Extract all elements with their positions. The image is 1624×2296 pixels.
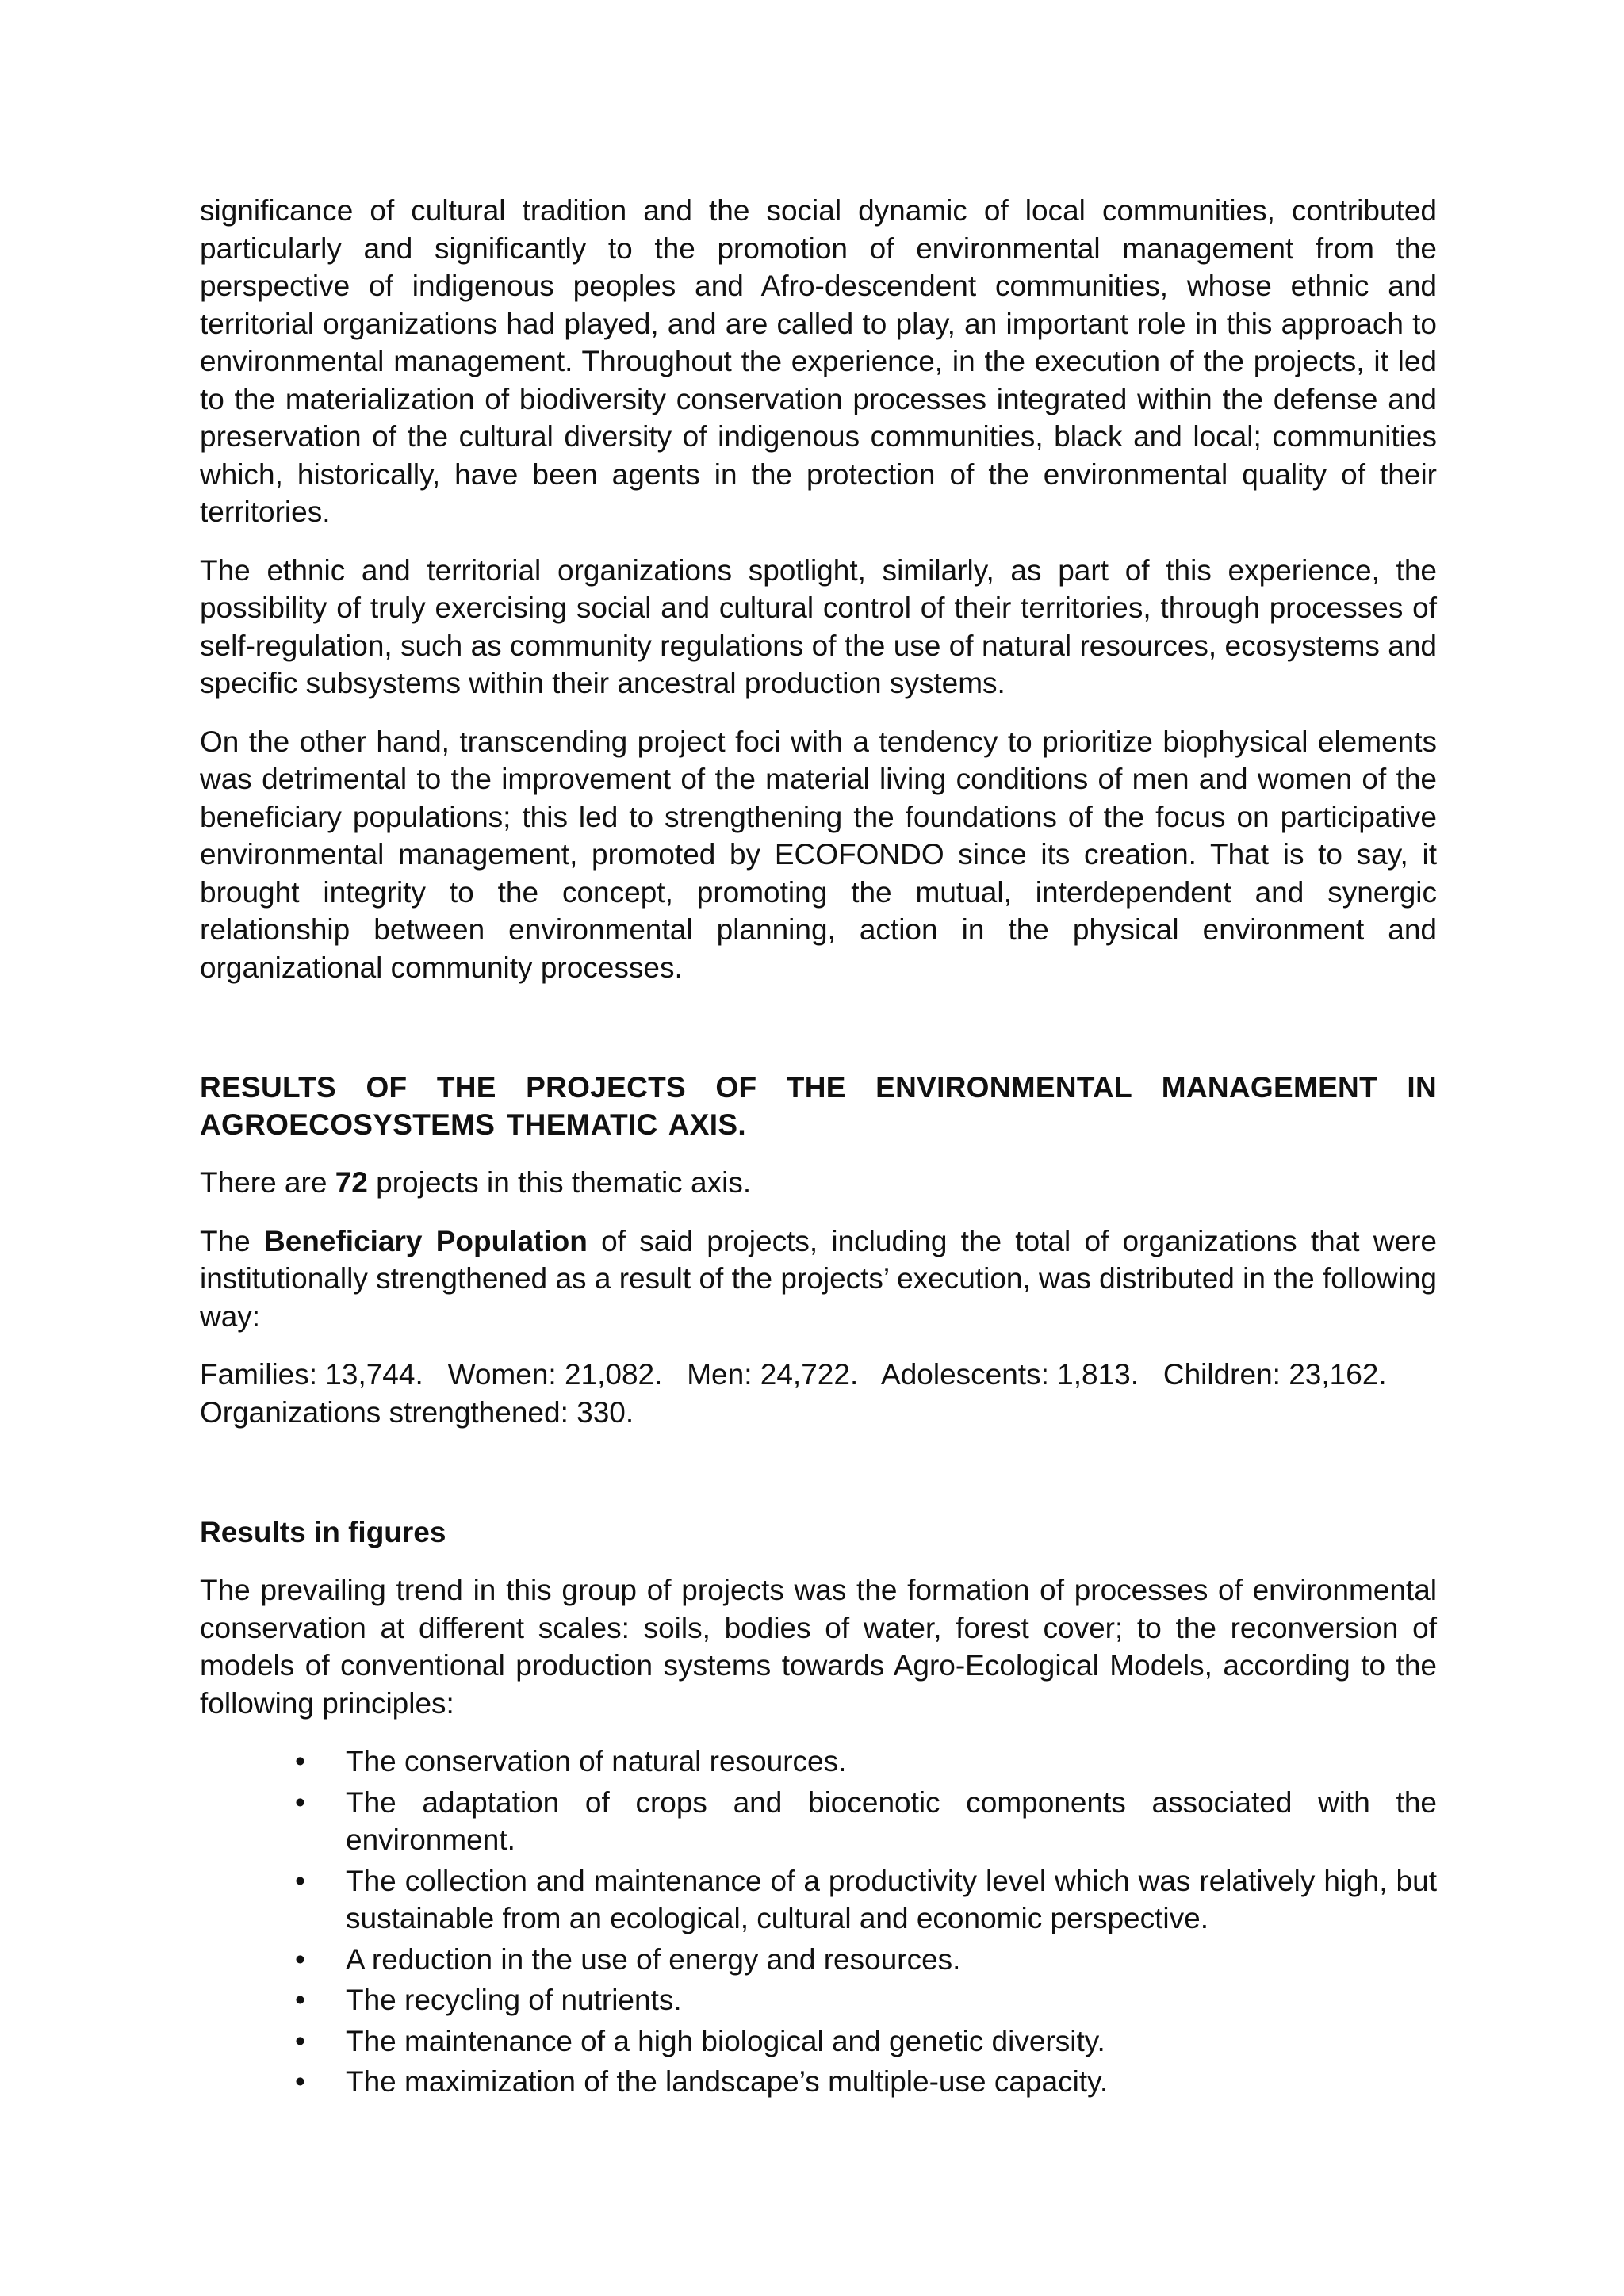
paragraph-cultural-tradition: significance of cultural tradition and the social dynamic of local communities, contributed particularly and significantly to the promotion of environmental management from the perspective of indigenous peoples and Afro-descendent communities, whose ethnic and territorial organizations had played, and are called to play, an important role in this approach to environmental management. Throughout the experience, in the execution of the projects, it led to the materialization of biodiversity conservation processes integrated within the defense and preservation of the cultural diversity of indigenous communities, black and local; communities which, historically, have been agents in the protection of the environmental quality of their territories. bbox=[200, 194, 1437, 528]
projects-count: 72 bbox=[335, 1166, 368, 1199]
list-item: • The recycling of nutrients. bbox=[200, 1981, 1437, 2019]
list-item: • The collection and maintenance of a productivity level which was relatively high, but sustainable from an ecological, cultural and economic perspective. bbox=[200, 1862, 1437, 1938]
list-item: • The adaptation of crops and biocenotic components associated with the environment. bbox=[200, 1784, 1437, 1859]
document-page bbox=[200, 192, 1437, 2104]
results-subheading: Results in figures bbox=[200, 1516, 446, 1548]
beneficiary-suffix: of said projects, including the total of organizations that were institutionally strengthened as a result of the projects’ execution, was distributed in the following way: bbox=[200, 1224, 1438, 1333]
beneficiary-term: Beneficiary Population bbox=[264, 1224, 588, 1257]
principles-list bbox=[200, 1743, 1437, 2101]
projects-count-prefix: There are bbox=[200, 1166, 335, 1199]
paragraph-ethnic-organizations: The ethnic and territorial organizations spotlight, similarly, as part of this experience, the possibility of truly exercising social and cultural control of their territories, through processes of self-regulation, such as community regulations of the use of natural resources, ecosystems and specific subsystems within their ancestral production systems. bbox=[200, 553, 1437, 699]
paragraph-transcending-foci: On the other hand, transcending project foci with a tendency to prioritize biophysical elements was detrimental to the improvement of the material living conditions of men and women of the beneficiary populations; this led to strengthening the foundations of the focus on participative environmental management, promoted by ECOFONDO since its creation. That is to say, it brought integrity to the concept, promoting the mutual, interdependent and synergic relationship between environmental planning, action in the physical environment and organizational community processes. bbox=[200, 725, 1437, 984]
projects-count-paragraph bbox=[200, 1164, 1437, 1202]
section-heading: RESULTS OF THE PROJECTS OF THE ENVIRONMENTAL MANAGEMENT IN AGROECOSYSTEMS THEMATIC AXIS. bbox=[200, 1071, 1437, 1141]
projects-count-suffix: projects in this thematic axis. bbox=[367, 1166, 752, 1199]
beneficiary-paragraph bbox=[200, 1223, 1437, 1336]
bullet-icon: • bbox=[295, 1864, 305, 1897]
bullet-icon: • bbox=[295, 2065, 305, 2098]
list-item: • A reduction in the use of energy and resources. bbox=[200, 1941, 1437, 1979]
beneficiary-prefix: The bbox=[200, 1224, 264, 1257]
list-item: • The maintenance of a high biological and genetic diversity. bbox=[200, 2022, 1437, 2061]
bullet-icon: • bbox=[295, 1984, 305, 2016]
trend-paragraph: The prevailing trend in this group of projects was the formation of processes of environmental conservation at different scales: soils, bodies of water, forest cover; to the reconversion of models of conventional production systems towards Agro-Ecological Models, according to the following principles: bbox=[200, 1574, 1437, 1720]
list-item: • The conservation of natural resources. bbox=[200, 1743, 1437, 1781]
bullet-icon: • bbox=[295, 1942, 305, 1976]
bullet-icon: • bbox=[295, 1785, 305, 1819]
bullet-icon: • bbox=[295, 1745, 305, 1777]
list-item: • The maximization of the landscape’s multiple-use capacity. bbox=[200, 2063, 1437, 2101]
bullet-icon: • bbox=[295, 2024, 305, 2057]
beneficiary-figures: Families: 13,744. Women: 21,082. Men: 24,722. Adolescents: 1,813. Children: 23,162. Organizations strengthened: 330. bbox=[200, 1358, 1395, 1429]
